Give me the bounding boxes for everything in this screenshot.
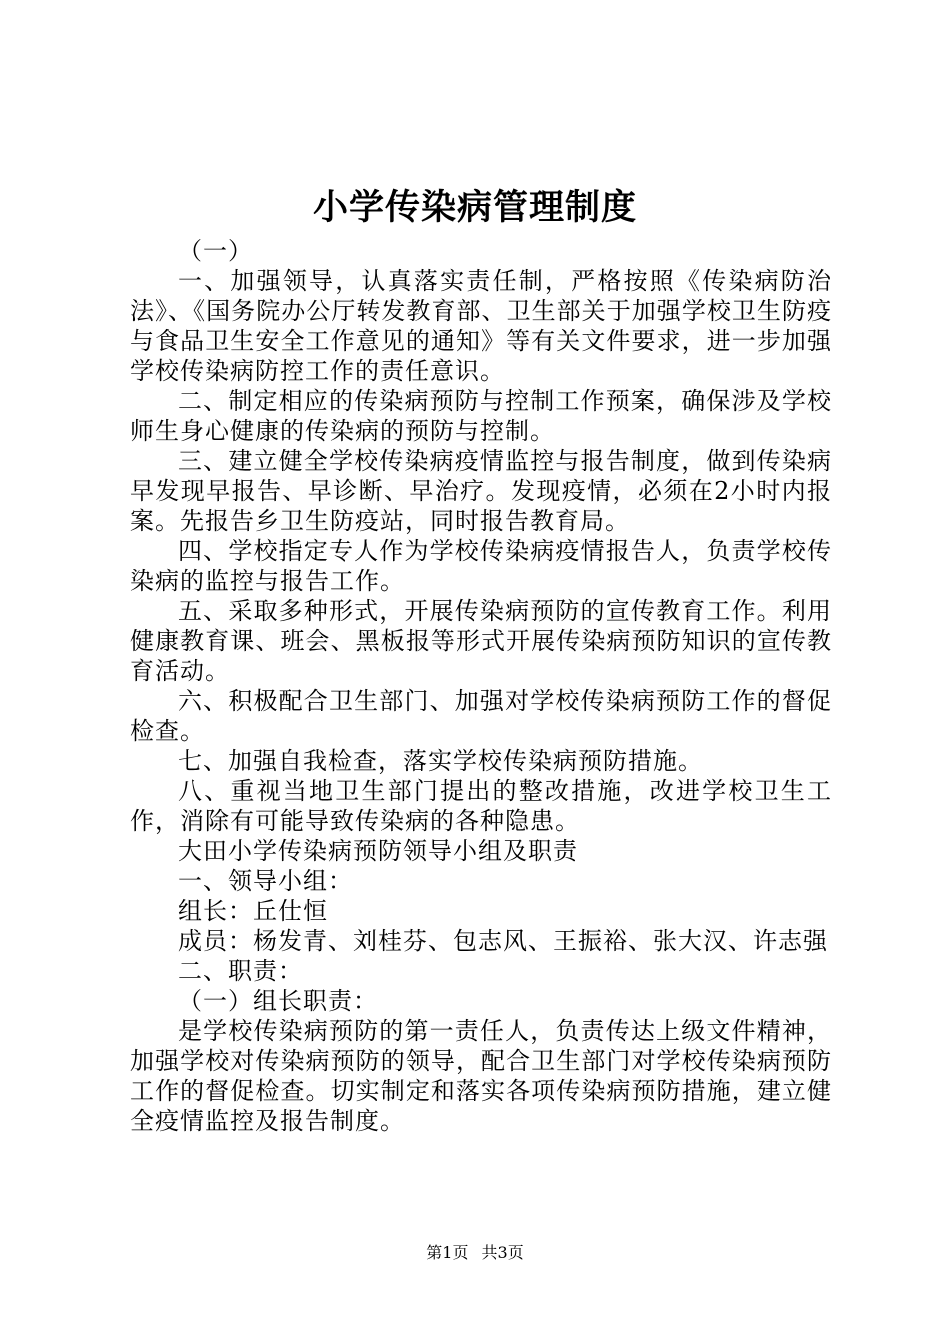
paragraph-intro: （一） bbox=[178, 237, 253, 265]
group-leader: 组长：丘仕恒 bbox=[178, 897, 328, 925]
paragraph-item-5: 五、采取多种形式，开展传染病预防的宣传教育工作。利用健康教育课、班会、黑板报等形式开展传染病预防知识的宣传教育活动。 bbox=[130, 597, 832, 685]
document-body bbox=[130, 236, 832, 1136]
paragraph-item-4: 四、学校指定专人作为学校传染病疫情报告人，负责学校传染病的监控与报告工作。 bbox=[130, 537, 832, 595]
paragraph-item-8: 八、重视当地卫生部门提出的整改措施，改进学校卫生工作，消除有可能导致传染病的各种隐患。 bbox=[130, 777, 832, 835]
page-number: 第1页 bbox=[426, 1243, 469, 1262]
paragraph-item-1: 一、加强领导，认真落实责任制，严格按照《传染病防治法》、《国务院办公厅转发教育部、卫生部关于加强学校卫生防疫与食品卫生安全工作意见的通知》等有关文件要求，进一步加强学校传染病防控工作的责任意识。 bbox=[130, 267, 832, 385]
paragraph-item-3: 三、建立健全学校传染病疫情监控与报告制度，做到传染病早发现早报告、早诊断、早治疗。发现疫情，必须在2小时内报案。先报告乡卫生防疫站，同时报告教育局。 bbox=[130, 447, 832, 535]
paragraph-item-6: 六、积极配合卫生部门、加强对学校传染病预防工作的督促检查。 bbox=[130, 687, 832, 745]
paragraph-item-2: 二、制定相应的传染病预防与控制工作预案，确保涉及学校师生身心健康的传染病的预防与控制。 bbox=[130, 387, 832, 445]
page-footer bbox=[0, 1243, 950, 1263]
leader-duties-heading: （一）组长职责： bbox=[178, 987, 378, 1015]
document-title: 小学传染病管理制度 bbox=[312, 187, 637, 228]
section-heading: 大田小学传染病预防领导小组及职责 bbox=[178, 837, 578, 865]
leader-duties-text: 是学校传染病预防的第一责任人，负责传达上级文件精神，加强学校对传染病预防的领导，配合卫生部门对学校传染病预防工作的督促检查。切实制定和落实各项传染病预防措施，建立健全疫情监控及报告制度。 bbox=[130, 1017, 832, 1135]
page-total: 共3页 bbox=[481, 1243, 524, 1262]
paragraph-item-7: 七、加强自我检查，落实学校传染病预防措施。 bbox=[178, 747, 703, 775]
leadership-group-heading: 一、领导小组： bbox=[178, 867, 353, 895]
group-members: 成员：杨发青、刘桂芬、包志风、王振裕、张大汉、许志强 bbox=[178, 927, 828, 955]
duties-heading: 二、职责： bbox=[178, 957, 303, 985]
